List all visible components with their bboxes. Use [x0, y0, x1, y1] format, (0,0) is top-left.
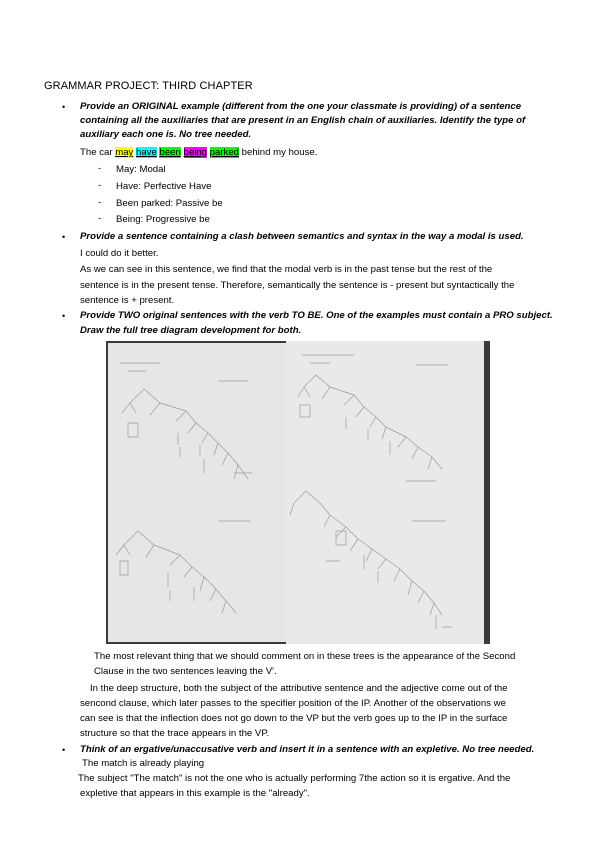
q3-line2: Draw the full tree diagram development for both.: [80, 325, 302, 336]
document-heading: GRAMMAR PROJECT: THIRD CHAPTER: [44, 80, 253, 92]
q4-answer: The match is already playing: [82, 758, 205, 769]
highlight-parked: parked: [209, 147, 239, 158]
q1-example-sentence: [80, 146, 317, 160]
highlight-been: been: [159, 147, 181, 158]
highlight-may: may: [115, 147, 134, 158]
q2-explanation-2: sentence is in the present tense. Therefore, semantically the sentence is - present but syntactically the: [80, 280, 515, 291]
q2-question: Provide a sentence containing a clash between semantics and syntax in the way a modal is used.: [80, 231, 524, 242]
aux-item-4: Being: Progressive be: [116, 214, 210, 225]
example-prefix: The car: [80, 147, 116, 158]
q2-explanation-3: sentence is + present.: [80, 295, 175, 306]
q2-answer: I could do it better.: [80, 248, 159, 259]
q1-line2: containing all the auxiliaries that are present in an English chain of auxiliaries. Identify the type of: [80, 115, 526, 126]
aux-item-3: Been parked: Passive be: [116, 198, 223, 209]
example-suffix: behind my house.: [239, 147, 318, 158]
bullet-2: •: [62, 232, 66, 242]
bullet-4: •: [62, 745, 66, 755]
q3-line1: Provide TWO original sentences with the verb TO BE. One of the examples must contain a PRO subject.: [80, 310, 553, 321]
bullet-3: •: [62, 311, 66, 321]
tree-sheet-right: [286, 341, 484, 644]
q4-question: Think of an ergative/unaccusative verb and insert it in a sentence with an expletive. No tree needed.: [80, 744, 535, 755]
highlight-have: have: [136, 147, 157, 158]
tree-diagrams-photo: [106, 341, 490, 644]
aux-item-2: Have: Perfective Have: [116, 181, 212, 192]
highlight-being: being: [183, 147, 207, 158]
q3-comment-1: The most relevant thing that we should comment on in these trees is the appearance of the Second: [94, 651, 516, 662]
dash-4: -: [98, 213, 102, 224]
q3-comment-2: Clause in the two sentences leaving the V'.: [94, 666, 277, 677]
q2-explanation-1: As we can see in this sentence, we find that the modal verb is in the past tense but the rest of the: [80, 264, 493, 275]
q3-comment-5: can see is that the inflection does not go down to the VP but the verb goes up to the IP in the surface: [80, 713, 508, 724]
bullet-1: •: [62, 102, 66, 112]
q3-comment-4: sencond clause, which later passes to the specifier position of the IP. Another of the observations we: [80, 698, 506, 709]
dash-3: -: [98, 197, 102, 208]
q1-line1: Provide an ORIGINAL example (different from the one your classmate is providing) of a sentence: [80, 101, 522, 112]
aux-item-1: May: Modal: [116, 164, 166, 175]
dash-2: -: [98, 180, 102, 191]
q3-comment-3: In the deep structure, both the subject of the attributive sentence and the adjective come out of the: [90, 683, 508, 694]
tree-diagram-left: [108, 343, 286, 642]
q1-line3: auxiliary each one is. No tree needed.: [80, 129, 252, 140]
tree-diagram-right: [286, 341, 484, 644]
dash-1: -: [98, 163, 102, 174]
tree-sheet-left: [108, 343, 286, 642]
q3-comment-6: structure so that the trace appears in the VP.: [80, 728, 270, 739]
q4-explanation-2: expletive that appears in this example is the "already".: [80, 788, 310, 799]
q4-explanation-1: The subject "The match" is not the one who is actually performing 7the action so it is ergative. And the: [78, 773, 511, 784]
